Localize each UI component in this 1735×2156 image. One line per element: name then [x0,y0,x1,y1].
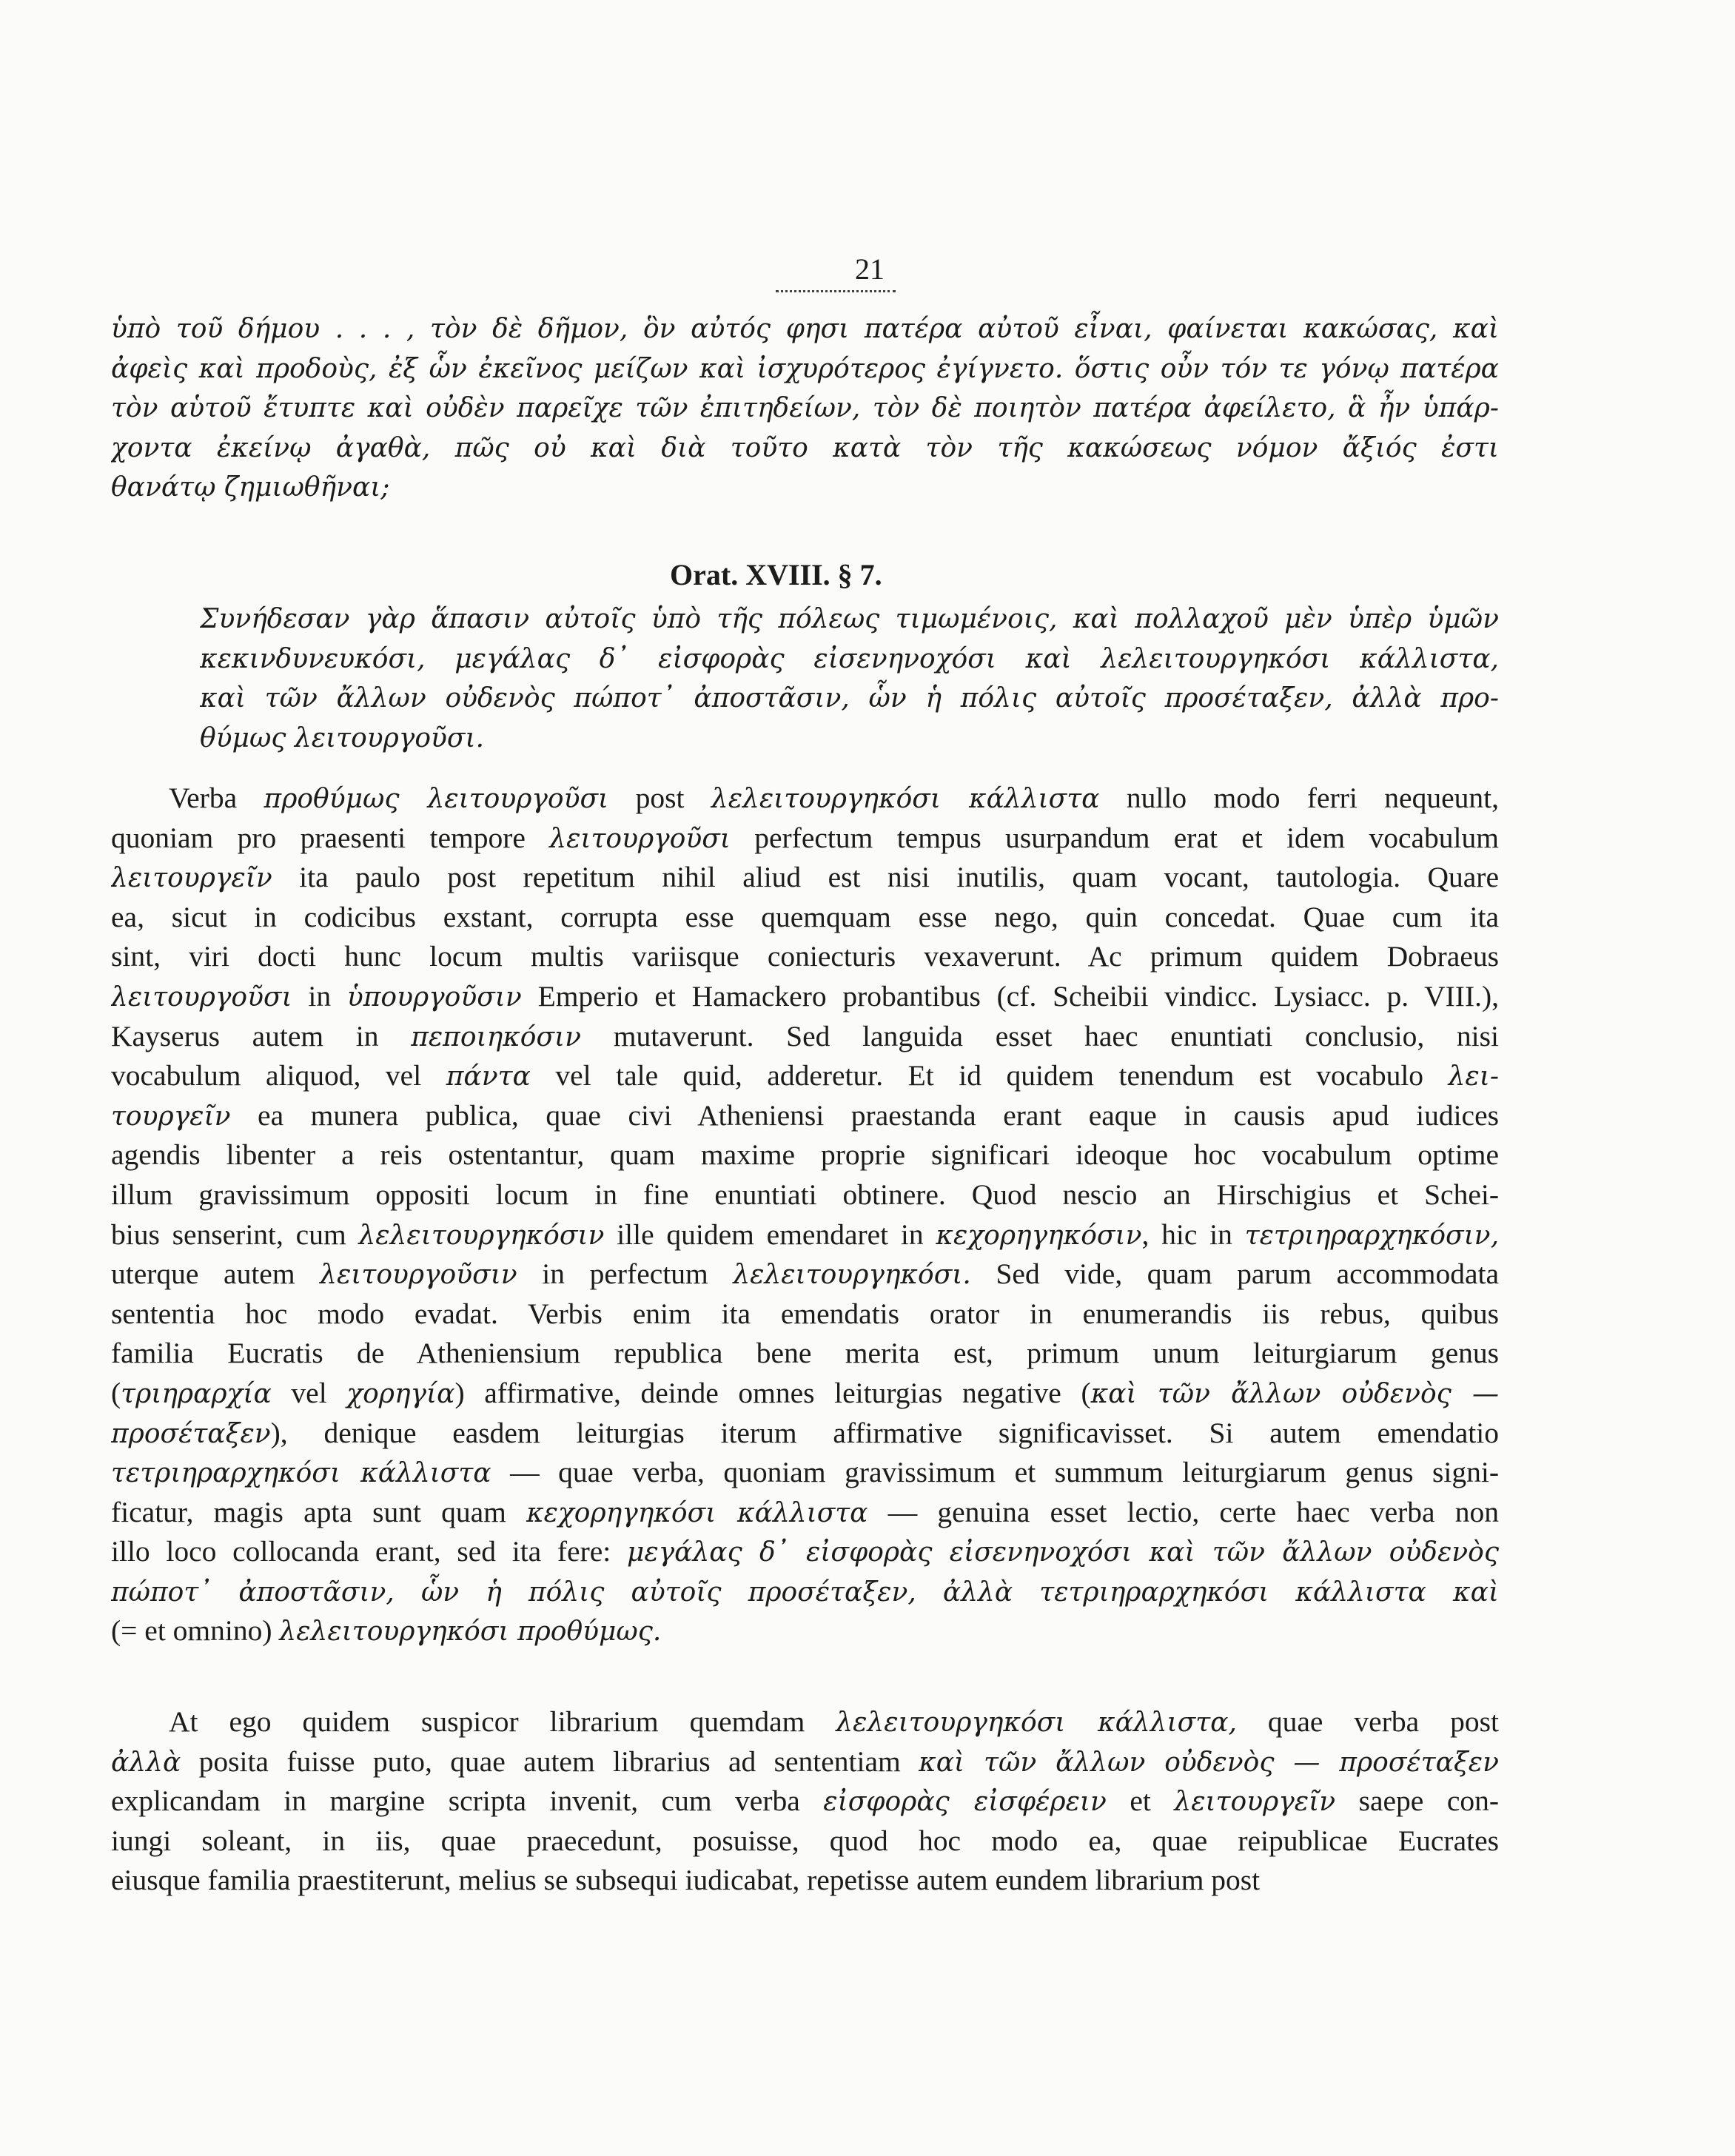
latin-text: post [608,782,711,814]
greek-phrase: πώποτ᾽ ἀποστᾶσιν, ὧν ἡ πόλις αὐτοῖς προσέταξεν, ἀλλὰ τετριηραρχηκόσι κάλλιστα καὶ [111,1576,1499,1608]
commentary-paragraph-1 [111,779,1499,1651]
text-line [111,1334,1499,1374]
text-line [111,1781,1499,1821]
latin-text: eiusque familia praestiterunt, melius se subsequi iudicabat, repetisse autem eundem librarium post [111,1864,1261,1897]
greek-phrase: τουργεῖν [111,1101,231,1132]
greek-phrase: τετριηραρχηκόσιν, [1244,1220,1499,1251]
greek-phrase: λελειτουργηκόσι προθύμως. [279,1616,662,1648]
text-line: ὑπὸ τοῦ δήμου . . . , τὸν δὲ δῆμον, ὃν αὐτός φησι πατέρα αὐτοῦ εἶναι, φαίνεται κακώσας, καὶ [111,314,1499,344]
greek-phrase: πάντα [446,1061,531,1092]
greek-phrase: λελειτουργηκόσι κάλλιστα [711,784,1100,814]
text-line [111,1294,1499,1334]
latin-text: perfectum tempus usurpandum erat et idem vocabulum [730,821,1499,854]
greek-phrase: λειτουργεῖν [111,863,272,894]
latin-text: — genuina esset lectio, certe haec verba non [868,1495,1499,1528]
text-line [111,779,1499,819]
text-line: τὸν αὑτοῦ ἔτυπτε καὶ οὐδὲν παρεῖχε τῶν ἐπιτηδείων, τὸν δὲ ποιητὸν πατέρα ἀφείλετο, ἃ ἦν ὑπάρ- [111,393,1499,424]
text-line [111,1056,1499,1096]
greek-phrase: εἰσφορὰς εἰσφέρειν [823,1787,1107,1818]
greek-phrase: λελειτουργηκόσι κάλλιστα, [836,1707,1237,1738]
latin-text: Emperio et Hamackero probantibus (cf. Scheibii vindicc. Lysiacc. p. VIII.), [521,979,1499,1012]
latin-text: — quae verba, quoniam gravissimum et summum leiturgiarum genus signi- [491,1456,1499,1489]
quoted-greek-passage [200,600,1499,758]
latin-text: iungi soleant, in iis, quae praecedunt, posuisse, quod hoc modo ea, quae reipublicae Eucrates [111,1824,1499,1857]
page-number: 21 [855,252,885,286]
latin-text: ita paulo post repetitum nihil aliud est nisi inutilis, quam vocant, tautologia. Quare [272,861,1499,894]
text-line [111,937,1499,977]
latin-text: Sed vide, quam parum accommodata [970,1257,1499,1291]
latin-text: vocabulum aliquod, vel [111,1059,446,1092]
page-number-ornament [776,290,896,292]
text-line [111,1493,1499,1533]
latin-text: nullo modo ferri nequeunt, [1099,782,1499,814]
latin-text: et [1106,1784,1175,1818]
greek-phrase: λει- [1448,1061,1499,1092]
text-line [111,1255,1499,1294]
text-line [111,1414,1499,1454]
latin-text: posita fuisse puto, quae autem librarius ad sententiam [181,1744,919,1778]
commentary-paragraph-2 [111,1702,1499,1901]
text-line [111,1821,1499,1861]
latin-text: vel [271,1376,347,1409]
text-line [111,898,1499,938]
section-heading: Orat. XVIII. § 7. [670,558,882,591]
greek-phrase: λειτουργοῦσιν [320,1260,517,1291]
greek-phrase: ἀλλὰ [111,1747,181,1778]
greek-phrase: προθύμως λειτουργοῦσι [264,784,609,814]
text-line [111,1532,1499,1572]
greek-phrase: λειτουργοῦσι [549,823,731,854]
latin-text: vel tale quid, adderetur. Et id quidem tenendum est vocabulo [530,1059,1449,1092]
text-line: χοντα ἐκείνῳ ἀγαθὰ, πῶς οὐ καὶ διὰ τοῦτο κατὰ τὸν τῆς κακώσεως νόμον ἄξιός ἐστι [111,432,1499,463]
text-line: ἀφεὶς καὶ προδοὺς, ἐξ ὧν ἐκεῖνος μείζων καὶ ἰσχυρότερος ἐγίγνετο. ὅστις οὖν τόν τε γόνῳ πατέρα [111,353,1499,384]
latin-text: , hic in [1141,1218,1245,1251]
text-line [111,819,1499,859]
greek-phrase: καὶ τῶν ἄλλων οὐδενὸς — προσέταξεν [919,1747,1499,1778]
latin-text: sententia hoc modo evadat. Verbis enim ita emendatis orator in enumerandis iis rebus, quibus [111,1297,1499,1330]
text-line [111,1572,1499,1612]
latin-text: illum gravissimum oppositi locum in fine enuntiati obtinere. Quod nescio an Hirschigius et Schei- [111,1178,1499,1211]
greek-phrase: κεχορηγηκόσι κάλλιστα [526,1497,868,1528]
latin-text: ( [111,1376,121,1409]
latin-text: bius senserint, cum [111,1218,359,1251]
greek-phrase: τριηραρχία [121,1378,272,1409]
greek-phrase: ὑπουργοῦσιν [346,981,522,1012]
text-line [111,1611,1499,1651]
latin-text: uterque autem [111,1257,321,1291]
greek-phrase: τετριηραρχηκόσι κάλλιστα [111,1458,491,1489]
latin-text: in perfectum [517,1257,734,1291]
text-line [111,1702,1499,1742]
text-line [111,858,1499,898]
text-line [111,1374,1499,1414]
latin-text: Kayserus autem in [111,1019,412,1052]
latin-text: quae verba post [1236,1705,1499,1738]
latin-text: mutaverunt. Sed languida esset haec enuntiati conclusio, nisi [581,1019,1499,1052]
latin-text: ille quidem emendaret in [604,1218,936,1251]
text-line [111,1135,1499,1175]
latin-text: ), denique easdem leiturgias iterum affirmative significavisset. Si autem emendatio [270,1416,1499,1449]
greek-phrase: μεγάλας δ᾽ εἰσφορὰς εἰσενηνοχόσι καὶ τῶν ἄλλων οὐδενὸς [626,1537,1499,1568]
latin-text: ) affirmative, deinde omnes leiturgias negative ( [454,1376,1091,1409]
latin-text: ficatur, magis apta sunt quam [111,1495,527,1528]
text-line [111,1215,1499,1255]
greek-phrase: κεχορηγηκόσιν [936,1220,1142,1251]
latin-text: sint, viri docti hunc locum multis variisque coniecturis vexaverunt. Ac primum quidem Dobraeus [111,940,1499,973]
text-line [111,1096,1499,1136]
text-line [111,1742,1499,1782]
text-line [111,1861,1499,1901]
latin-text: explicandam in margine scripta invenit, cum verba [111,1784,824,1818]
greek-phrase: λελειτουργηκόσι. [733,1260,971,1291]
latin-text: quoniam pro praesenti tempore [111,821,550,854]
latin-text: agendis libenter a reis ostentantur, quam maxime proprie significari ideoque hoc vocabulum optime [111,1138,1499,1172]
latin-text: ea, sicut in codicibus exstant, corrupta esse quemquam esse nego, quin concedat. Quae cum ita [111,900,1499,933]
greek-phrase: λελειτουργηκόσιν [358,1220,605,1251]
opening-greek-passage [111,309,1499,508]
text-line: Συνήδεσαν γὰρ ἅπασιν αὐτοῖς ὑπὸ τῆς πόλεως τιμωμένοις, καὶ πολλαχοῦ μὲν ὑπὲρ ὑμῶν [200,604,1499,634]
text-line [111,1017,1499,1057]
text-line [111,977,1499,1017]
text-line: κεκινδυνευκόσι, μεγάλας δ᾽ εἰσφορὰς εἰσενηνοχόσι καὶ λελειτουργηκόσι κάλλιστα, [200,643,1499,674]
latin-text: illo loco collocanda erant, sed ita fere: [111,1535,627,1568]
text-line: θύμως λειτουργοῦσι. [200,722,485,753]
text-line [111,1453,1499,1493]
latin-text: familia Eucratis de Atheniensium republica bene merita est, primum unum leiturgiarum genus [111,1337,1499,1370]
greek-phrase: προσέταξεν [111,1418,271,1449]
greek-phrase: χορηγία [346,1378,455,1409]
greek-phrase: καὶ τῶν ἄλλων οὐδενὸς — [1090,1378,1499,1409]
latin-text: ea munera publica, quae civi Atheniensi praestanda erant eaque in causis apud iudices [230,1098,1499,1132]
text-line: θανάτῳ ζημιωθῆναι; [111,472,390,503]
text-line [111,1175,1499,1215]
greek-phrase: λειτουργεῖν [1174,1787,1336,1818]
latin-text: saepe con- [1335,1784,1499,1818]
latin-text: Verba [169,782,264,814]
latin-text: in [292,979,347,1012]
greek-phrase: πεποιηκόσιν [411,1021,582,1052]
text-line: καὶ τῶν ἄλλων οὐδενὸς πώποτ᾽ ἀποστᾶσιν, ὧν ἡ πόλις αὐτοῖς προσέταξεν, ἀλλὰ προ- [200,683,1499,714]
latin-text: (= et omnino) [111,1614,280,1648]
greek-phrase: λειτουργοῦσι [111,981,292,1012]
latin-text: At ego quidem suspicor librarium quemdam [169,1705,836,1738]
